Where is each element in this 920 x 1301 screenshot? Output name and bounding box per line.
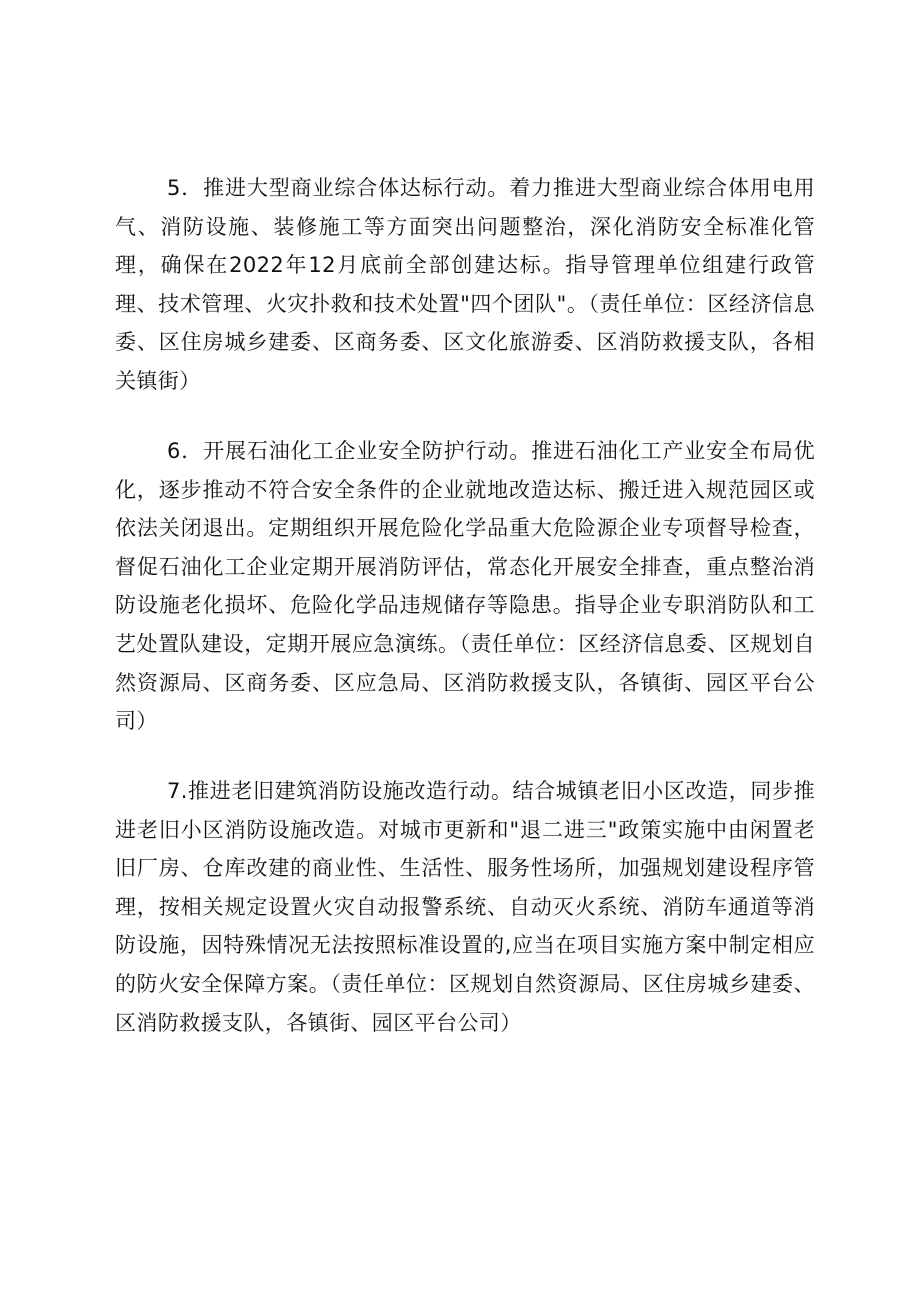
paragraph-7: 7.推进老旧建筑消防设施改造行动。结合城镇老旧小区改造，同步推进老旧小区消防设施改造。对城市更新和"退二进三"政策实施中由闲置老旧厂房、仓库改建的商业性、生活性、服务性场所，加强规划建设程序管理，按相关规定设置火灾自动报警系统、自动灭火系统、消防车通道等消防设施，因特殊情况无法按照标准设置的,应当在项目实施方案中制定相应的防火安全保障方案。（责任单位：区规划自然资源局、区住房城乡建委、区消防救援支队，各镇街、园区平台公司） — [115, 779, 815, 1035]
paragraph-5: 5．推进大型商业综合体达标行动。着力推进大型商业综合体用电用气、消防设施、装修施工等方面突出问题整治，深化消防安全标准化管理，确保在2022年12月底前全部创建达标。指导管理单位组建行政管理、技术管理、火灾扑救和技术处置"四个团队"。（责任单位：区经济信息委、区住房城乡建委、区商务委、区文化旅游委、区消防救援支队，各相关镇街） — [115, 176, 815, 393]
paragraph-6: 6．开展石油化工企业安全防护行动。推进石油化工产业安全布局优化，逐步推动不符合安全条件的企业就地改造达标、搬迁进入规范园区或依法关闭退出。定期组织开展危险化学品重大危险源企业专项督导检查，督促石油化工企业定期开展消防评估，常态化开展安全排查，重点整治消防设施老化损坏、危险化学品违规储存等隐患。指导企业专职消防队和工艺处置队建设，定期开展应急演练。（责任单位：区经济信息委、区规划自然资源局、区商务委、区应急局、区消防救援支队，各镇街、园区平台公司） — [115, 439, 815, 734]
